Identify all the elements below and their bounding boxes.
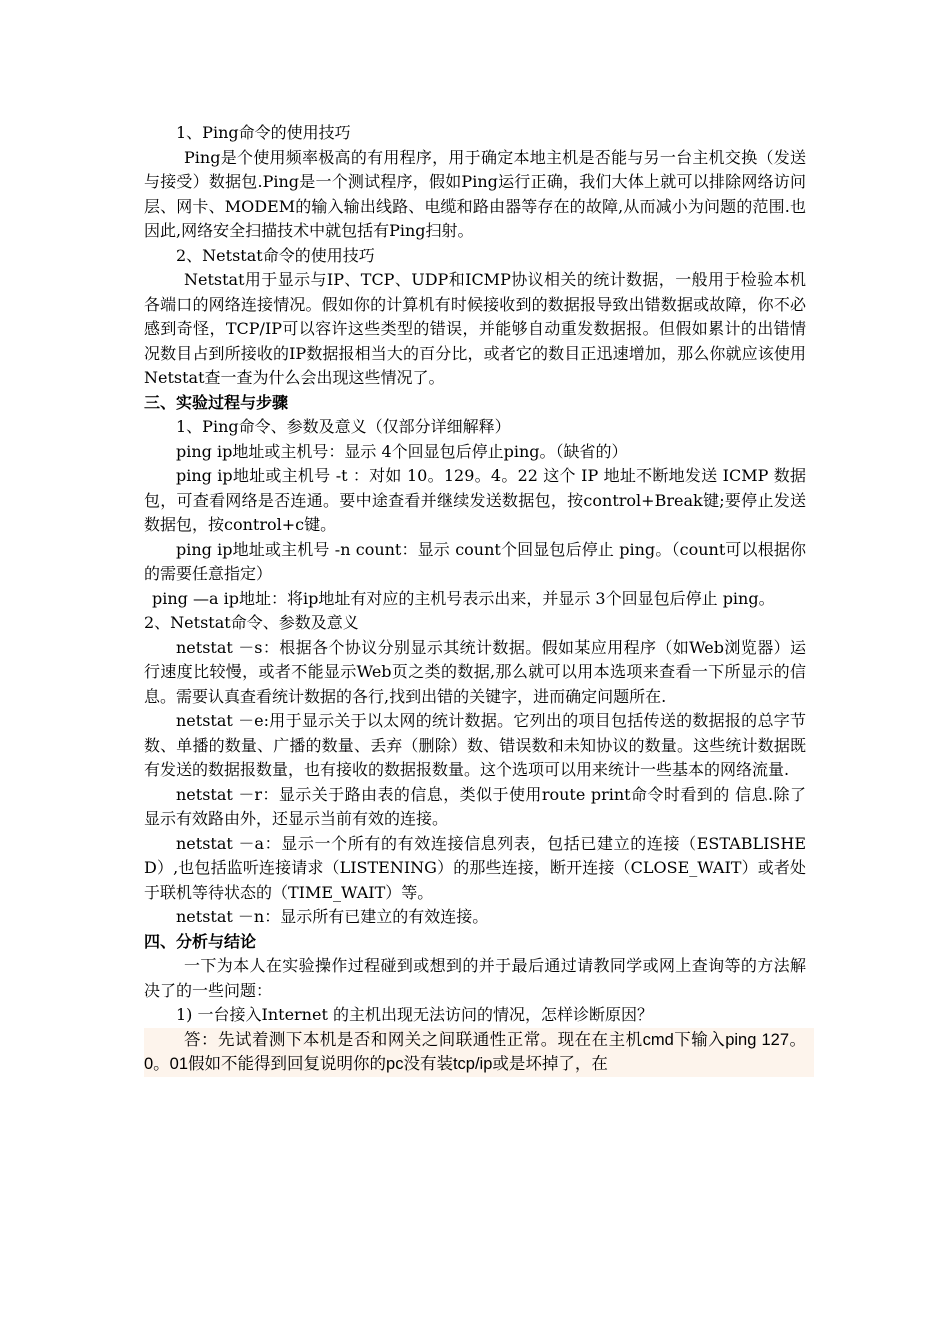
- paragraph-netstat-r: netstat －r：显示关于路由表的信息，类似于使用route print命令时看到的 信息.除了显示有效路由外，还显示当前有效的连接。: [144, 784, 806, 828]
- paragraph-ping-t: ping ip地址或主机号 -t ：对如 10。129。4。22 这个 IP 地址不断地发送 ICMP 数据包，可查看网络是否连通。要中途查看并继续发送数据包，按control+Break键;要停止发送数据包，按control+c键。: [144, 466, 806, 534]
- paragraph-ping-intro: Ping是个使用频率极高的有用程序，用于确定本地主机是否能与另一台主机交换（发送与接受）数据包.Ping是一个测试程序，假如Ping运行正确，我们大体上就可以排除网络访问层、网卡、MODEM的输入输出线路、电缆和路由器等存在的故障,从而减小为问题的范围.也因此,网络安全扫描技术中就包括有Ping扫射。: [144, 147, 806, 240]
- paragraph-question-1: 1) 一台接入Internet 的主机出现无法访问的情况，怎样诊断原因？: [176, 1005, 653, 1024]
- paragraph-ping-default: ping ip地址或主机号：显示 4个回显包后停止ping。（缺省的）: [176, 441, 628, 461]
- paragraph-netstat-e: netstat －e:用于显示关于以太网的统计数据。它列出的项目包括传送的数据报的总字节数、单播的数量、广播的数量、丢弃（删除）数、错误数和未知协议的数量。这些统计数据既有发送的数据报数量，也有接收的数据报数量。这个选项可以用来统计一些基本的网络流量.: [144, 711, 806, 779]
- paragraph-netstat-intro: Netstat用于显示与IP、TCP、UDP和ICMP协议相关的统计数据，一般用于检验本机各端口的网络连接情况。假如你的计算机有时候接收到的数据报导致出错数据或故障，你不必感到奇怪，TCP/IP可以容许这些类型的错误，并能够自动重发数据报。但假如累计的出错情况数目占到所接收的IP数据报相当大的百分比，或者它的数目正迅速增加，那么你就应该使用Netstat查一查为什么会出现这些情况了。: [144, 270, 806, 387]
- section-netstat-tips-heading: 2、Netstat命令的使用技巧: [176, 245, 375, 265]
- paragraph-netstat-n: netstat －n：显示所有已建立的有效连接。: [176, 907, 489, 926]
- paragraph-netstat-a: netstat －a：显示一个所有的有效连接信息列表，包括已建立的连接（ESTABLISHED）,也包括监听连接请求（LISTENING）的那些连接，断开连接（CLOSE_WAIT）或者处于联机等待状态的（TIME_WAIT）等。: [144, 833, 806, 902]
- section-ping-params-heading: 1、Ping命令、参数及意义（仅部分详细解释）: [176, 417, 511, 436]
- paragraph-ping-a: ping —a ip地址：将ip地址有对应的主机号表示出来，并显示 3个回显包后停止 ping。: [152, 588, 775, 608]
- heading-analysis-conclusion: 四、分析与结论: [144, 931, 257, 951]
- paragraph-ping-n: ping ip地址或主机号 -n count：显示 count个回显包后停止 ping。（count可以根据你的需要任意指定）: [144, 539, 806, 583]
- section-ping-tips-heading: 1、Ping命令的使用技巧: [176, 123, 351, 142]
- paragraph-netstat-s: netstat －s：根据各个协议分别显示其统计数据。假如某应用程序（如Web浏览器）运行速度比较慢，或者不能显示Web页之类的数据,那么就可以用本选项来查看一下所显示的信息。需要认真查看统计数据的各行,找到出错的关键字，进而确定问题所在.: [144, 637, 806, 706]
- paragraph-problems-intro: 一下为本人在实验操作过程碰到或想到的并于最后通过请教同学或网上查询等的方法解决了的一些问题：: [144, 956, 806, 1000]
- paragraph-answer-1: 答：先试着测下本机是否和网关之间联通性正常。现在在主机cmd下输入ping 127。0。01假如不能得到回复说明你的pc没有装tcp/ip或是坏掉了，在: [144, 1028, 814, 1077]
- section-netstat-params-heading: 2、Netstat命令、参数及意义: [144, 613, 359, 632]
- document-body: [144, 121, 806, 1077]
- heading-experiment-steps: 三、实验过程与步骤: [144, 392, 289, 412]
